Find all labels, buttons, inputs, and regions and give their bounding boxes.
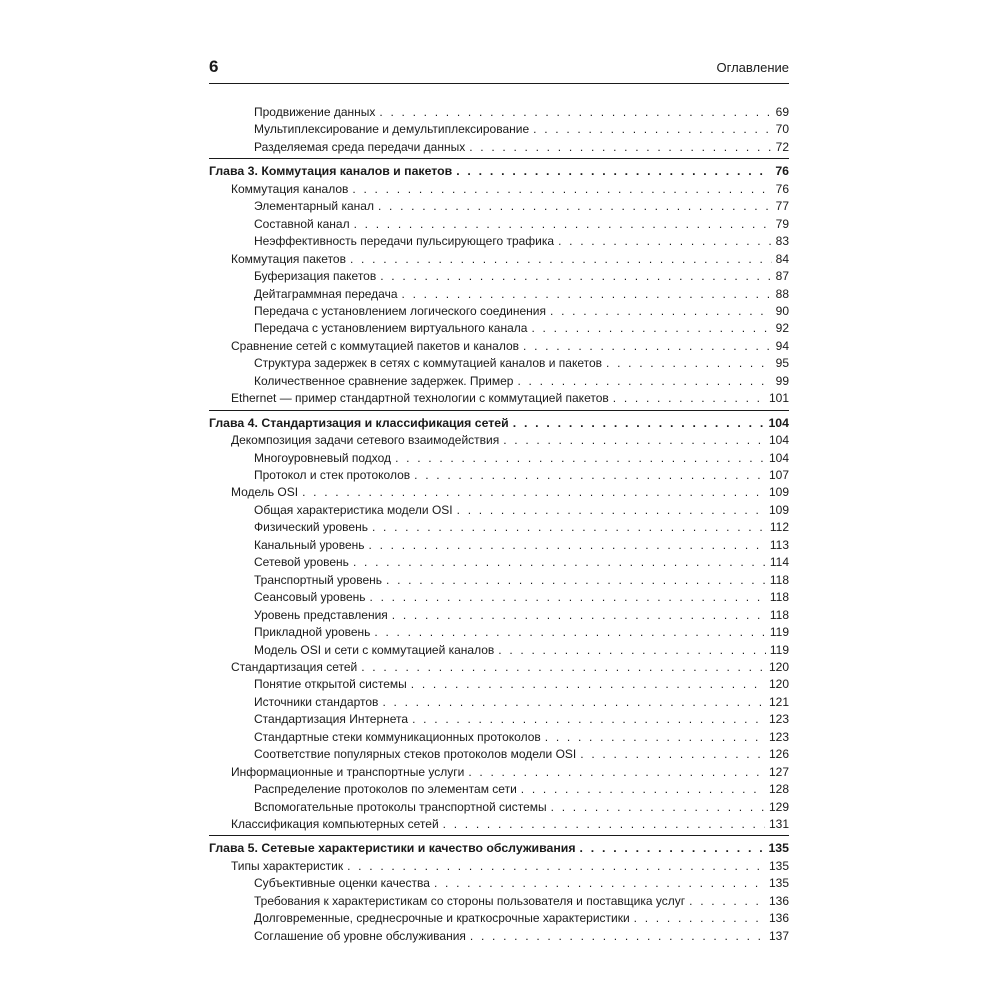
toc-dot-leader: [350, 251, 772, 268]
toc-entry[interactable]: [254, 746, 789, 763]
toc-dot-leader: [457, 502, 765, 519]
toc-page-number: 120: [768, 659, 789, 674]
toc-entry[interactable]: [231, 181, 789, 198]
toc-page-number: 131: [768, 817, 789, 831]
toc-entry-title: Модель OSI и сети с коммутацией каналов: [254, 642, 495, 657]
toc-entry-title: Передача с установлением виртуального канала: [254, 321, 528, 336]
toc-page-number: 126: [768, 747, 789, 762]
toc-entry-title: Продвижение данных: [254, 105, 376, 119]
toc-page-number: 112: [769, 520, 789, 535]
toc-entry[interactable]: [254, 928, 789, 945]
toc-entry-title: Транспортный уровень: [254, 572, 383, 587]
toc-dot-leader: [372, 519, 766, 536]
toc-page-number: 136: [768, 911, 789, 926]
toc-page-number: 76: [775, 164, 789, 179]
toc-entry[interactable]: [254, 121, 789, 138]
toc-entry-title: Декомпозиция задачи сетевого взаимодействия: [231, 433, 500, 448]
toc-page-number: 76: [775, 181, 789, 196]
toc-entry[interactable]: [231, 764, 789, 781]
toc-dot-leader: [302, 484, 765, 501]
toc-page-number: 69: [775, 105, 789, 119]
toc-page-number: 123: [768, 712, 789, 727]
toc-entry-title: Уровень представления: [254, 607, 388, 622]
toc-entry-title: Дейтаграммная передача: [254, 286, 398, 301]
toc-entry[interactable]: [254, 893, 789, 910]
toc-entry[interactable]: [254, 286, 789, 303]
toc-dot-leader: [531, 320, 771, 337]
toc-entry-title: Стандартные стеки коммуникационных протоколов: [254, 729, 541, 744]
toc-page-number: 99: [775, 373, 789, 388]
toc-entry[interactable]: [254, 139, 789, 156]
toc-dot-leader: [533, 121, 772, 138]
toc-page-number: 135: [768, 858, 789, 873]
toc-page-number: 88: [775, 286, 789, 301]
toc-entry[interactable]: [231, 432, 789, 449]
toc-page-number: 129: [768, 799, 789, 814]
toc-dot-leader: [558, 233, 772, 250]
toc-dot-leader: [606, 355, 772, 372]
toc-entry[interactable]: [254, 875, 789, 892]
toc-entry[interactable]: [231, 251, 789, 268]
toc-entry[interactable]: [231, 858, 789, 875]
toc-dot-leader: [374, 624, 765, 641]
toc-entry-title: Модель OSI: [231, 485, 299, 500]
toc-entry-title: Сравнение сетей с коммутацией пакетов и каналов: [231, 338, 520, 353]
toc-page-number: 95: [775, 356, 789, 371]
toc-entry-title: Классификация компьютерных сетей: [231, 817, 439, 831]
toc-page-number: 79: [775, 216, 789, 231]
toc-entry-title: Типы характеристик: [231, 858, 344, 873]
toc-page-number: 104: [768, 433, 789, 448]
toc-entry-title: Стандартизация сетей: [231, 659, 358, 674]
toc-page-number: 118: [769, 572, 789, 587]
toc-dot-leader: [468, 764, 765, 781]
toc-page-number: 114: [769, 555, 789, 570]
toc-entry-title: Соглашение об уровне обслуживания: [254, 928, 466, 943]
toc-entry-title: Понятие открытой системы: [254, 677, 407, 692]
page-number: 6: [209, 57, 219, 76]
toc-page-number: 135: [768, 841, 789, 856]
toc-page-number: 77: [775, 199, 789, 214]
toc-entry[interactable]: [254, 694, 789, 711]
toc-entry[interactable]: [254, 233, 789, 250]
toc-dot-leader: [386, 572, 766, 589]
toc-entry[interactable]: [254, 303, 789, 320]
toc-entry[interactable]: [231, 659, 789, 676]
toc-page-number: 87: [775, 269, 789, 284]
toc-entry-title: Канальный уровень: [254, 537, 365, 552]
toc-entry-title: Стандартизация Интернета: [254, 712, 409, 727]
toc-page-number: 118: [769, 590, 789, 605]
toc-entry[interactable]: [254, 910, 789, 927]
toc-entry-title: Разделяемая среда передачи данных: [254, 139, 466, 154]
toc-dot-leader: [634, 910, 765, 927]
toc-entry[interactable]: [254, 198, 789, 215]
toc-chapter-entry[interactable]: [209, 415, 789, 432]
toc-dot-leader: [392, 607, 766, 624]
toc-dot-leader: [370, 589, 766, 606]
toc-page-number: 119: [769, 642, 789, 657]
toc-page-number: 136: [768, 893, 789, 908]
toc-dot-leader: [378, 198, 772, 215]
toc-dot-leader: [354, 216, 772, 233]
toc-page-number: 72: [775, 139, 789, 154]
toc-chapter-entry[interactable]: [209, 840, 789, 857]
toc-entry[interactable]: [254, 729, 789, 746]
toc-dot-leader: [353, 554, 766, 571]
toc-entry[interactable]: [254, 781, 789, 798]
toc-entry[interactable]: [254, 216, 789, 233]
toc-entry[interactable]: [254, 642, 789, 659]
toc-page-number: 109: [768, 502, 789, 517]
toc-entry-title: Структура задержек в сетях с коммутацией каналов и пакетов: [254, 356, 603, 371]
toc-entry-title: Сеансовый уровень: [254, 590, 366, 605]
toc-entry[interactable]: [254, 502, 789, 519]
toc-entry-title: Буферизация пакетов: [254, 269, 377, 284]
toc-dot-leader: [517, 373, 771, 390]
toc-entry-title: Многоуровневый подход: [254, 450, 392, 465]
toc-dot-leader: [551, 799, 765, 816]
toc-page-number: 135: [768, 876, 789, 891]
chapter-divider: [209, 835, 789, 836]
toc-dot-leader: [352, 181, 771, 198]
toc-dot-leader: [402, 286, 772, 303]
running-title: Оглавление: [716, 60, 789, 75]
toc-entry-title: Передача с установлением логического соединения: [254, 303, 547, 318]
toc-entry[interactable]: [254, 799, 789, 816]
toc-entry[interactable]: [231, 390, 789, 407]
toc-page-number: 104: [768, 415, 789, 430]
toc-entry-title: Глава 3. Коммутация каналов и пакетов: [209, 164, 453, 179]
toc-dot-leader: [513, 415, 765, 432]
chapter-divider: [209, 410, 789, 411]
toc-entry-title: Коммутация каналов: [231, 181, 349, 196]
toc-dot-leader: [503, 432, 765, 449]
toc-page-number: 84: [775, 251, 789, 266]
toc-entry-title: Субъективные оценки качества: [254, 876, 430, 891]
toc-entry-title: Протокол и стек протоколов: [254, 468, 411, 482]
toc-entry-title: Соответствие популярных стеков протоколов модели OSI: [254, 747, 577, 762]
toc-dot-leader: [361, 659, 765, 676]
toc-page-number: 107: [768, 468, 789, 482]
header-rule: [209, 83, 789, 84]
toc-page-number: 118: [769, 607, 789, 622]
toc-page-number: 94: [775, 338, 789, 353]
toc-entry[interactable]: [231, 816, 789, 833]
page-header: [209, 57, 789, 79]
toc-page-number: 83: [775, 234, 789, 249]
toc-entry-title: Сетевой уровень: [254, 555, 349, 570]
toc-dot-leader: [613, 390, 765, 407]
toc-dot-leader: [411, 676, 765, 693]
toc-dot-leader: [395, 450, 765, 467]
toc-entry-title: Составной канал: [254, 216, 350, 231]
toc-entry-title: Количественное сравнение задержек. Пример: [254, 373, 514, 388]
toc-entry-title: Ethernet — пример стандартной технологии с коммутацией пакетов: [231, 391, 609, 406]
toc-dot-leader: [469, 139, 771, 156]
toc-entry-title: Элементарный канал: [254, 199, 374, 214]
toc-dot-leader: [456, 163, 771, 180]
toc-dot-leader: [580, 746, 765, 763]
toc-entry-title: Физический уровень: [254, 520, 368, 535]
toc-entry[interactable]: [254, 554, 789, 571]
toc-dot-leader: [470, 928, 765, 945]
toc-page-number: 92: [775, 321, 789, 336]
toc-page-number: 109: [768, 485, 789, 500]
chapter-divider: [209, 158, 789, 159]
toc-page-number: 90: [775, 303, 789, 318]
toc-page-number: 128: [768, 782, 789, 797]
toc-dot-leader: [369, 537, 766, 554]
toc-dot-leader: [443, 816, 765, 833]
toc-dot-leader: [689, 893, 765, 910]
toc-page-number: 127: [768, 764, 789, 779]
toc-entry[interactable]: [254, 537, 789, 554]
toc-page-number: 123: [768, 729, 789, 744]
toc-entry-title: Информационные и транспортные услуги: [231, 764, 465, 779]
toc-entry[interactable]: [254, 467, 789, 484]
toc-entry-title: Коммутация пакетов: [231, 251, 346, 266]
toc-dot-leader: [545, 729, 765, 746]
toc-entry-title: Общая характеристика модели OSI: [254, 502, 453, 517]
toc-entry-title: Требования к характеристикам со стороны пользователя и поставщика услуг: [254, 893, 686, 908]
toc-page-number: 120: [768, 677, 789, 692]
toc-entry[interactable]: [254, 711, 789, 728]
toc-chapter-entry[interactable]: [209, 163, 789, 180]
toc-dot-leader: [382, 694, 765, 711]
toc-entry-title: Глава 4. Стандартизация и классификация сетей: [209, 415, 509, 430]
toc-entry-title: Мультиплексирование и демультиплексирование: [254, 122, 530, 137]
toc-entry[interactable]: [254, 355, 789, 372]
toc-page-number: 113: [769, 537, 789, 552]
toc-page-number: 121: [768, 694, 789, 709]
toc-entry-title: Источники стандартов: [254, 694, 379, 709]
toc-entry[interactable]: [254, 607, 789, 624]
toc-dot-leader: [521, 781, 765, 798]
toc-entry-title: Глава 5. Сетевые характеристики и качество обслуживания: [209, 841, 576, 856]
toc-entry[interactable]: [254, 450, 789, 467]
toc-dot-leader: [550, 303, 772, 320]
toc-page-number: 137: [768, 928, 789, 943]
toc-entry[interactable]: [254, 268, 789, 285]
toc-entry[interactable]: [231, 484, 789, 501]
toc-dot-leader: [412, 711, 765, 728]
toc-dot-leader: [347, 858, 765, 875]
toc-dot-leader: [498, 642, 766, 659]
toc-entry[interactable]: [254, 572, 789, 589]
toc-entry[interactable]: [254, 373, 789, 390]
toc-entry-title: Неэффективность передачи пульсирующего трафика: [254, 234, 555, 249]
toc-page-number: 119: [769, 625, 789, 640]
toc-entry[interactable]: [254, 676, 789, 693]
toc-entry[interactable]: [254, 320, 789, 337]
toc-page-number: 104: [768, 450, 789, 465]
toc-entry-title: Долговременные, среднесрочные и краткосрочные характеристики: [254, 911, 630, 926]
toc-entry[interactable]: [254, 104, 789, 121]
toc-entry-title: Распределение протоколов по элементам сети: [254, 782, 517, 797]
toc-entry-title: Вспомогательные протоколы транспортной системы: [254, 799, 547, 814]
toc-entry[interactable]: [231, 338, 789, 355]
toc-entry[interactable]: [254, 624, 789, 641]
toc-dot-leader: [379, 104, 771, 121]
toc-page-number: 101: [768, 391, 789, 406]
toc-page-number: 70: [775, 122, 789, 137]
toc-dot-leader: [434, 875, 765, 892]
toc-dot-leader: [523, 338, 772, 355]
toc-dot-leader: [580, 840, 765, 857]
toc-entry[interactable]: [254, 589, 789, 606]
toc-dot-leader: [380, 268, 771, 285]
toc-entry-title: Прикладной уровень: [254, 625, 371, 640]
toc-entry[interactable]: [254, 519, 789, 536]
toc-dot-leader: [414, 467, 765, 484]
